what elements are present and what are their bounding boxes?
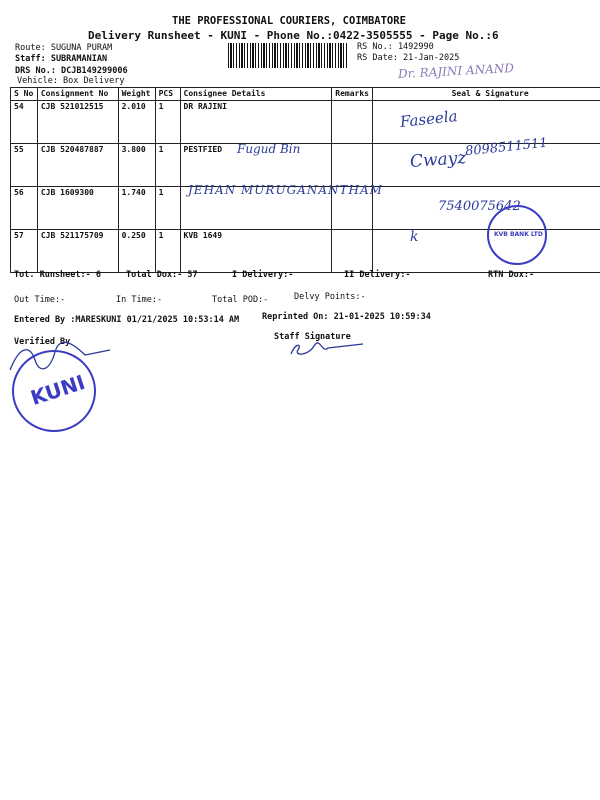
row-sno: 57 (11, 230, 38, 273)
row-remarks (332, 230, 373, 273)
row-sno: 55 (11, 144, 38, 187)
company-title: THE PROFESSIONAL COURIERS, COIMBATORE (172, 15, 406, 27)
entered-by: Entered By :MARESKUNI 01/21/2025 10:53:14 AM (14, 315, 240, 325)
route-label: Route: SUGUNA PURAM (15, 43, 113, 53)
table-row (11, 101, 600, 144)
handwritten-name-55: Fugud Bin (237, 142, 301, 156)
col-sno: S No (11, 88, 38, 101)
row-weight: 0.250 (118, 230, 155, 273)
col-consignment: Consignment No (37, 88, 118, 101)
drs-number: DRS No.: DCJB149299006 (15, 66, 128, 76)
row-weight: 3.800 (118, 144, 155, 187)
handwritten-signature-54: Faseela (399, 107, 459, 131)
staff-label: Staff: SUBRAMANIAN (15, 54, 108, 64)
row-pcs: 1 (155, 101, 180, 144)
total-pod: Total POD:- (212, 295, 269, 305)
row-remarks (332, 144, 373, 187)
row-consignment: CJB 520487887 (37, 144, 118, 187)
bank-stamp-text: KVB BANK LTD (494, 231, 543, 238)
row-consignee: DR RAJINI (180, 101, 332, 144)
staff-signature-label: Staff Signature (274, 332, 351, 342)
handwritten-signature-57: k (410, 229, 419, 245)
ii-delivery: II Delivery:- (344, 270, 411, 280)
rs-number: RS No.: 1492990 (357, 42, 434, 52)
row-sno: 56 (11, 187, 38, 230)
row-sno: 54 (11, 101, 38, 144)
row-consignment: CJB 521012515 (37, 101, 118, 144)
reprinted-on: Reprinted On: 21-01-2025 10:59:34 (262, 312, 431, 322)
staff-signature-mark (288, 340, 368, 360)
handwritten-phone-55: 8098511511 (464, 135, 549, 160)
handwritten-signature-55: Cwayz (409, 148, 467, 172)
col-remarks: Remarks (332, 88, 373, 101)
row-consignee: KVB 1649 (180, 230, 332, 273)
row-weight: 1.740 (118, 187, 155, 230)
col-seal: Seal & Signature (373, 88, 600, 101)
delvy-points: Delvy Points:- (294, 292, 366, 302)
barcode (228, 43, 348, 68)
kuni-stamp-text: KUNI (27, 370, 88, 410)
table-header-row (11, 88, 600, 101)
total-dox: Total Dox:- 57 (126, 270, 198, 280)
col-pcs: PCS (155, 88, 180, 101)
runsheet-subtitle: Delivery Runsheet - KUNI - Phone No.:0422-3505555 - Page No.:6 (88, 29, 499, 42)
row-consignment: CJB 1609300 (37, 187, 118, 230)
bank-stamp (487, 205, 547, 265)
kuni-stamp (12, 350, 96, 432)
row-remarks (332, 101, 373, 144)
vehicle-label: Vehicle: Box Delivery (17, 76, 125, 86)
tot-runsheet: Tot. Runsheet:- 6 (14, 270, 101, 280)
row-pcs: 1 (155, 187, 180, 230)
row-consignment: CJB 521175709 (37, 230, 118, 273)
col-consignee: Consignee Details (180, 88, 332, 101)
rs-date: RS Date: 21-Jan-2025 (357, 53, 460, 63)
i-delivery: I Delivery:- (232, 270, 294, 280)
row-consignee: PESTFIED (180, 144, 332, 187)
row-weight: 2.010 (118, 101, 155, 144)
verified-by: Verified By (14, 337, 71, 347)
rtn-dox: RTN Dox:- (488, 270, 535, 280)
handwritten-name-56: JEHAN MURUGANANTHAM (188, 183, 383, 197)
row-pcs: 1 (155, 230, 180, 273)
col-weight: Weight (118, 88, 155, 101)
in-time: In Time:- (116, 295, 163, 305)
handwritten-phone-56: 7540075642 (438, 199, 521, 214)
row-pcs: 1 (155, 144, 180, 187)
handwritten-top-name: Dr. RAJINI ANAND (397, 60, 515, 82)
out-time: Out Time:- (14, 295, 66, 305)
